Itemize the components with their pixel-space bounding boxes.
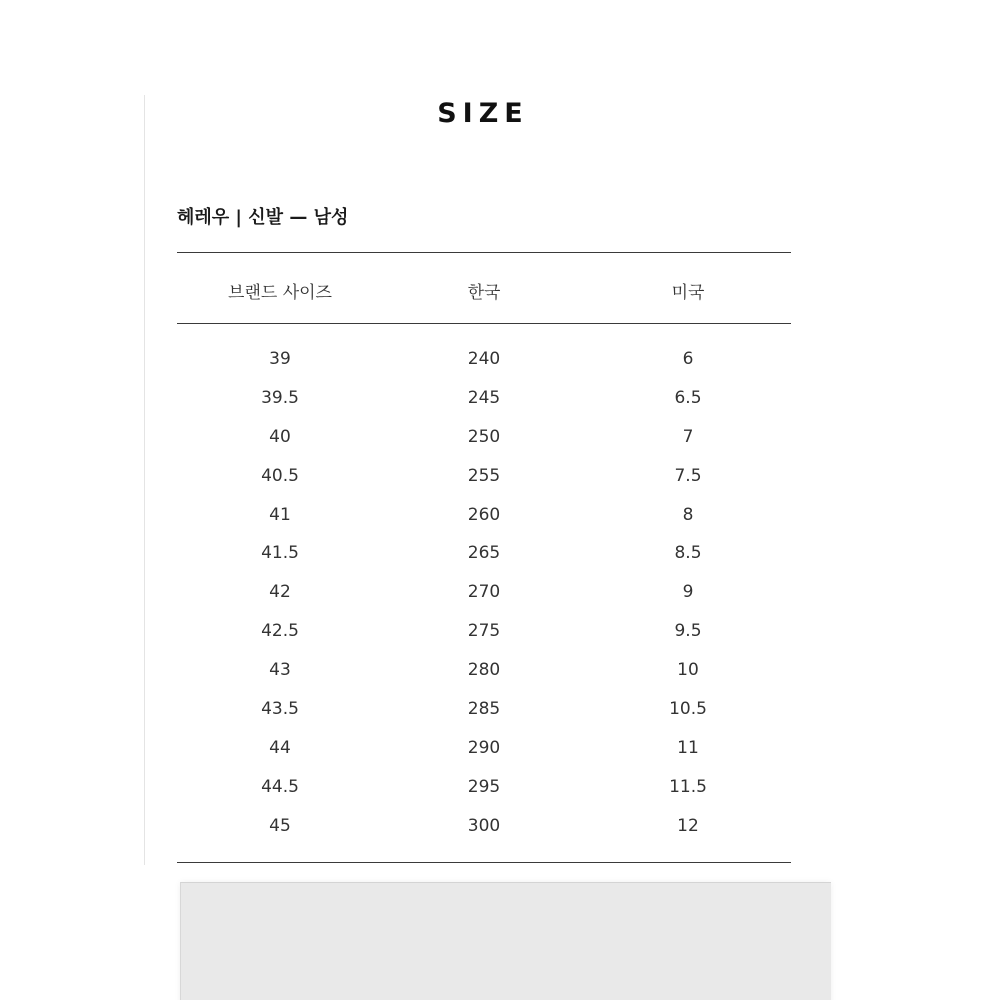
cell-usa-size: 9.5 xyxy=(674,621,702,642)
cell-brand-size: 44.5 xyxy=(261,776,299,797)
table-row xyxy=(177,466,791,505)
table-row xyxy=(177,621,791,660)
header-korea: 한국 xyxy=(467,283,501,303)
cell-brand-size: 44 xyxy=(269,737,291,758)
cell-usa-size: 7.5 xyxy=(674,465,702,486)
cell-korea-size: 245 xyxy=(467,387,501,408)
size-chart-subtitle: 헤레우 | 신발 — 남성 xyxy=(177,207,349,228)
cell-brand-size: 43.5 xyxy=(261,699,299,720)
table-row xyxy=(177,543,791,582)
cell-usa-size: 6.5 xyxy=(674,387,702,408)
cell-brand-size: 40 xyxy=(269,426,291,447)
cell-korea-size: 265 xyxy=(467,543,501,564)
cell-korea-size: 300 xyxy=(467,815,501,836)
cell-brand-size: 42 xyxy=(269,582,291,603)
cell-korea-size: 290 xyxy=(467,737,501,758)
cell-korea-size: 260 xyxy=(467,504,501,525)
cell-usa-size: 10 xyxy=(677,660,699,681)
table-row xyxy=(177,777,791,816)
table-row xyxy=(177,427,791,466)
header-brand-size: 브랜드 사이즈 xyxy=(228,283,332,303)
cell-usa-size: 6 xyxy=(682,349,694,369)
cell-brand-size: 41 xyxy=(269,504,291,525)
table-row xyxy=(177,699,791,738)
table-header-row xyxy=(177,278,791,302)
cell-brand-size: 42.5 xyxy=(261,621,299,642)
cell-korea-size: 280 xyxy=(467,660,501,681)
cell-korea-size: 250 xyxy=(467,426,501,447)
cell-usa-size: 9 xyxy=(682,582,694,603)
cell-brand-size: 45 xyxy=(269,815,291,836)
cell-brand-size: 39.5 xyxy=(261,387,299,408)
cell-usa-size: 12 xyxy=(677,815,699,836)
cell-brand-size: 40.5 xyxy=(261,465,299,486)
cell-usa-size: 10.5 xyxy=(669,699,707,720)
table-row xyxy=(177,816,791,855)
cell-usa-size: 11.5 xyxy=(669,776,707,797)
table-row xyxy=(177,388,791,427)
table-row xyxy=(177,660,791,699)
cell-korea-size: 295 xyxy=(467,776,501,797)
table-row xyxy=(177,349,791,388)
table-header-rule xyxy=(177,323,791,324)
cell-brand-size: 39 xyxy=(269,349,291,369)
page-title: SIZE xyxy=(437,98,529,129)
left-divider xyxy=(144,95,145,865)
cell-brand-size: 43 xyxy=(269,660,291,681)
table-row xyxy=(177,582,791,621)
cell-usa-size: 11 xyxy=(677,737,699,758)
cell-korea-size: 255 xyxy=(467,465,501,486)
header-usa: 미국 xyxy=(671,283,705,303)
size-table-body xyxy=(177,349,791,855)
cell-brand-size: 41.5 xyxy=(261,543,299,564)
table-top-rule xyxy=(177,252,791,253)
cell-korea-size: 270 xyxy=(467,582,501,603)
cell-korea-size: 285 xyxy=(467,699,501,720)
product-image-placeholder xyxy=(180,882,831,1000)
cell-usa-size: 8 xyxy=(682,504,694,525)
cell-usa-size: 7 xyxy=(682,426,694,447)
table-row xyxy=(177,738,791,777)
cell-korea-size: 240 xyxy=(467,349,501,369)
table-row xyxy=(177,505,791,544)
cell-usa-size: 8.5 xyxy=(674,543,702,564)
table-bottom-rule xyxy=(177,862,791,863)
cell-korea-size: 275 xyxy=(467,621,501,642)
